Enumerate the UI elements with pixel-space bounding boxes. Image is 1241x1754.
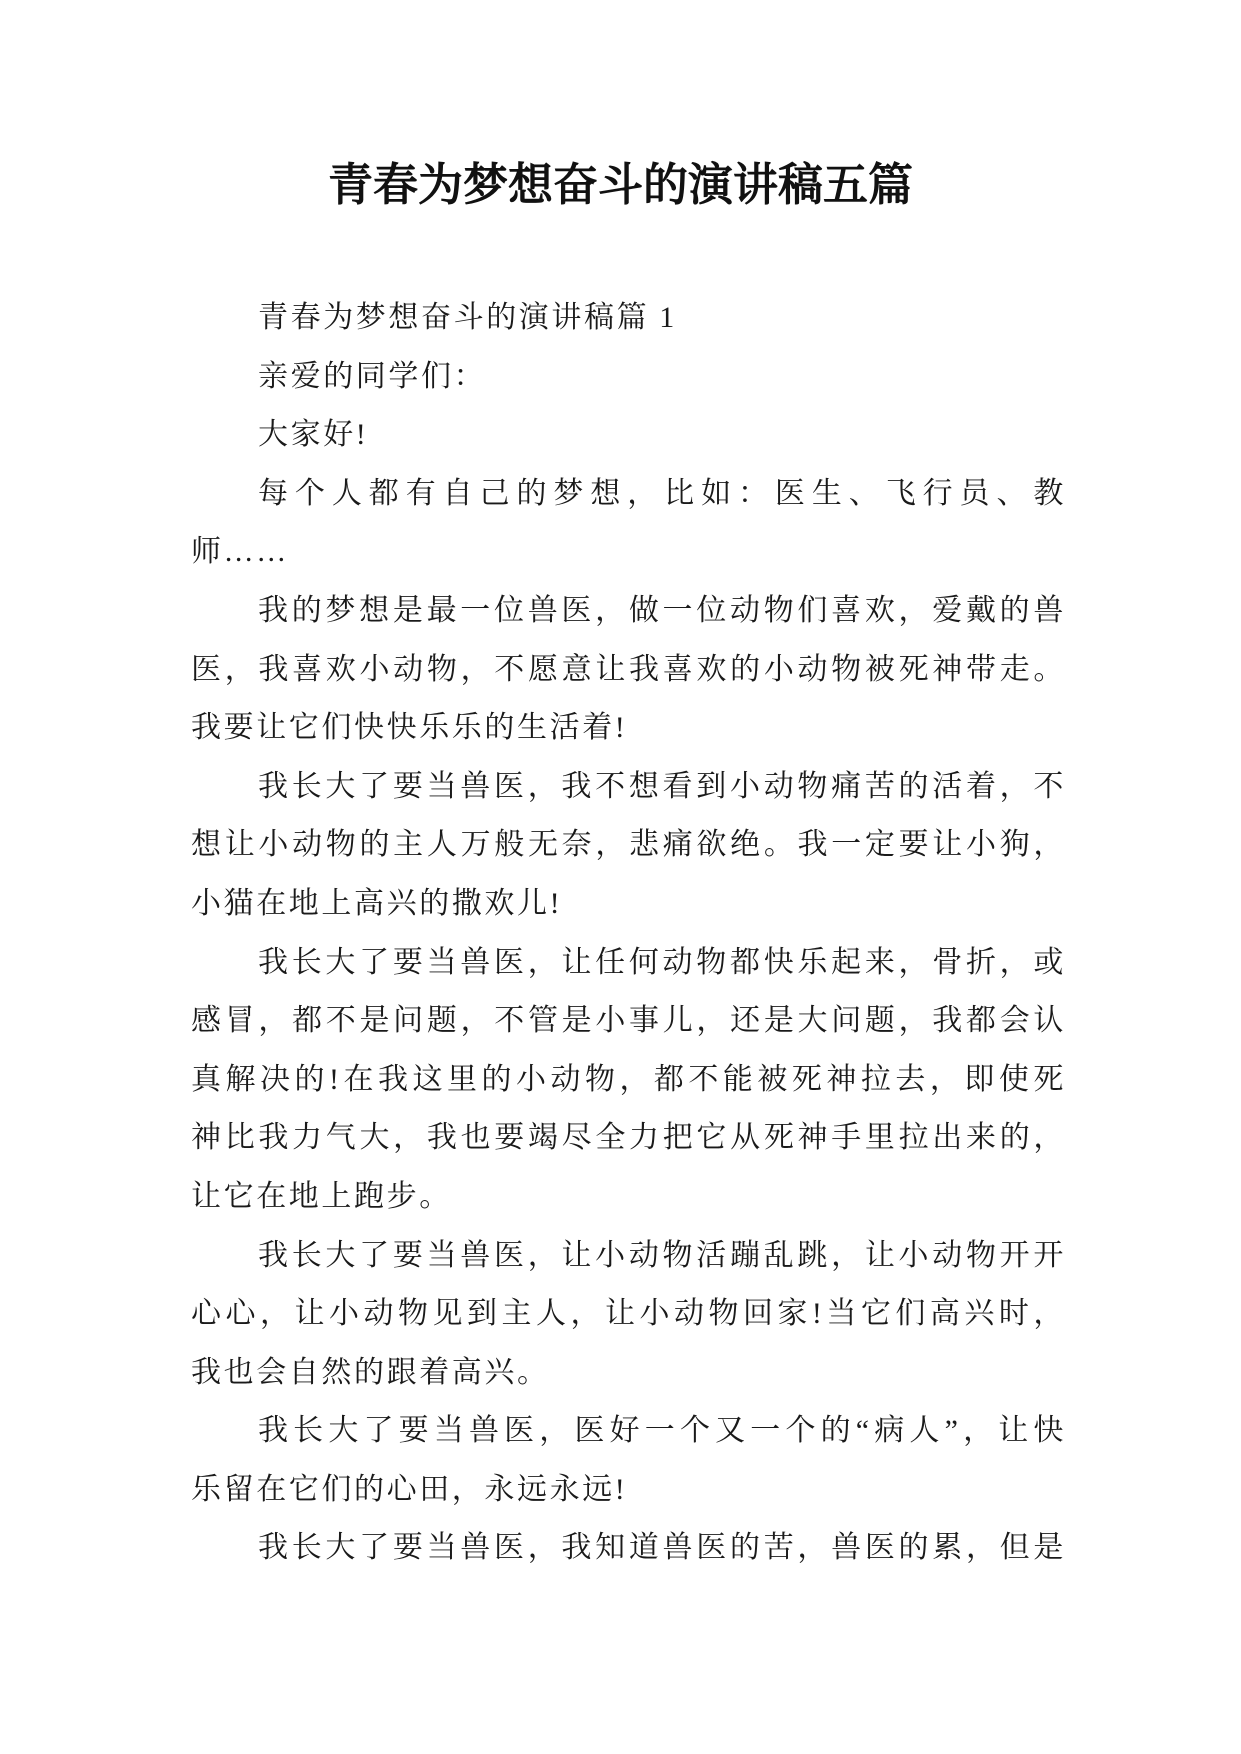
paragraph-line: 乐留在它们的心田，永远永远! — [191, 1472, 628, 1506]
paragraph-line: 我长大了要当兽医，我知道兽医的苦，兽医的累，但是 — [258, 1531, 1066, 1565]
paragraph-line: 我也会自然的跟着高兴。 — [191, 1355, 550, 1389]
section-heading-paragraph — [191, 289, 1066, 348]
paragraph — [191, 758, 1066, 934]
paragraph — [191, 1519, 1066, 1578]
salutation: 亲爱的同学们： — [258, 359, 487, 393]
paragraph — [191, 1227, 1066, 1403]
paragraph-line: 让它在地上跑步。 — [191, 1179, 452, 1213]
paragraph — [191, 1402, 1066, 1519]
paragraph-line: 心心，让小动物见到主人，让小动物回家!当它们高兴时， — [191, 1297, 1066, 1331]
paragraph-line: 神比我力气大，我也要竭尽全力把它从死神手里拉出来的， — [191, 1121, 1066, 1155]
paragraph-line: 小猫在地上高兴的撒欢儿! — [191, 886, 563, 920]
paragraph-line: 我长大了要当兽医，医好一个又一个的“病人”，让快 — [258, 1414, 1066, 1448]
paragraph-line: 我的梦想是最一位兽医，做一位动物们喜欢，爱戴的兽 — [258, 593, 1066, 627]
paragraph-line: 每个人都有自己的梦想，比如：医生、飞行员、教 — [258, 476, 1066, 510]
paragraph — [191, 465, 1066, 582]
paragraph-line: 我要让它们快快乐乐的生活着! — [191, 711, 628, 745]
paragraph-line: 我长大了要当兽医，我不想看到小动物痛苦的活着，不 — [258, 769, 1066, 803]
paragraph-line: 我长大了要当兽医，让小动物活蹦乱跳，让小动物开开 — [258, 1238, 1066, 1272]
paragraph-line: 感冒，都不是问题，不管是小事儿，还是大问题，我都会认 — [191, 1004, 1066, 1038]
paragraph-line: 我长大了要当兽医，让任何动物都快乐起来，骨折，或 — [258, 945, 1066, 979]
document-title: 青春为梦想奋斗的演讲稿五篇 — [327, 160, 913, 210]
paragraph-line: 真解决的!在我这里的小动物，都不能被死神拉去，即使死 — [191, 1062, 1066, 1096]
section-heading: 青春为梦想奋斗的演讲稿篇 1 — [258, 301, 677, 334]
paragraph-line: 想让小动物的主人万般无奈，悲痛欲绝。我一定要让小狗， — [191, 828, 1066, 862]
paragraph-line: 师…… — [191, 535, 289, 569]
paragraph — [191, 934, 1066, 1227]
speech-body — [191, 289, 1066, 1578]
greeting: 大家好! — [258, 418, 369, 452]
paragraph-line: 医，我喜欢小动物，不愿意让我喜欢的小动物被死神带走。 — [191, 652, 1066, 686]
greeting-paragraph — [191, 406, 1066, 465]
salutation-paragraph — [191, 348, 1066, 407]
paragraph — [191, 582, 1066, 758]
